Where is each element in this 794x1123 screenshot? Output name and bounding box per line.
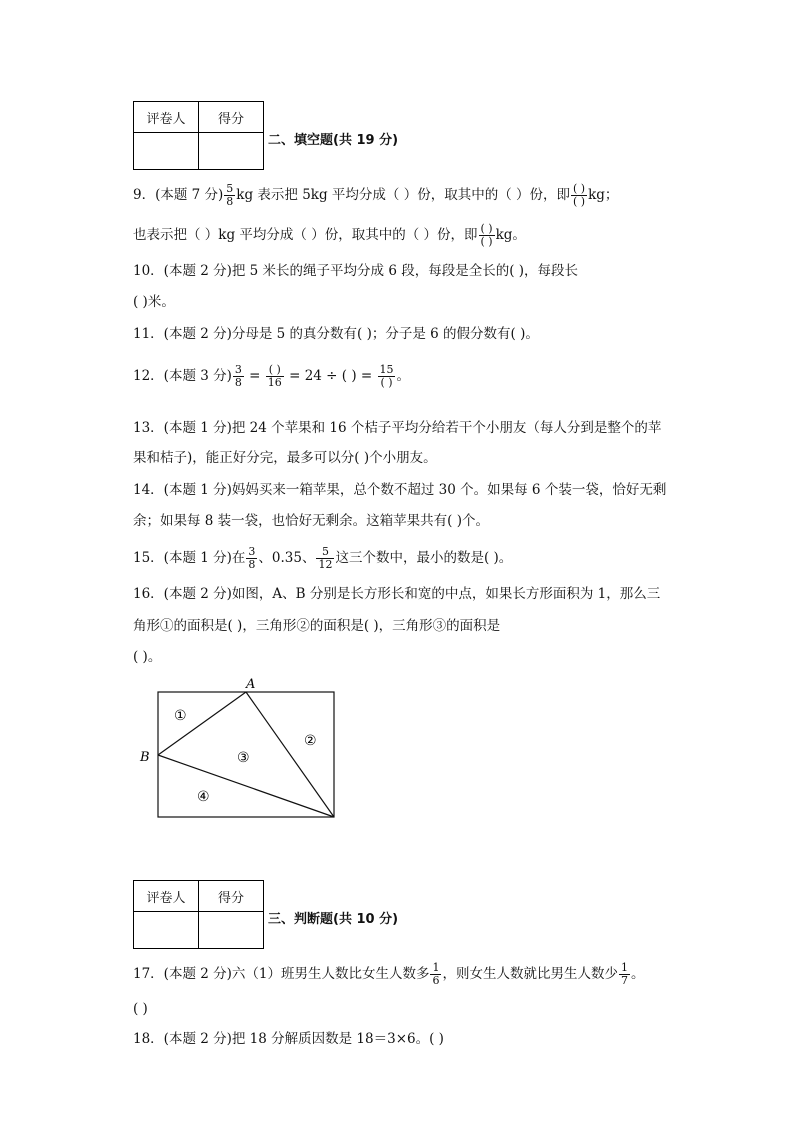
score-cell[interactable] [199,912,264,949]
segment-a-corner [246,692,334,817]
question-16-line2: 角形①的面积是( )，三角形②的面积是( )，三角形③的面积是 [133,618,501,634]
question-14-line2: 余；如果每 8 装一袋，也恰好无剩余。这箱苹果共有( )个。 [133,513,489,529]
grader-header: 评卷人 [134,102,199,133]
score-cell[interactable] [199,133,264,170]
answer-fraction[interactable]: $\frac{( )}{( )}$ [480,222,493,248]
grader-header: 评卷人 [134,881,199,912]
question-17: 17．(本题 2 分)六（1）班男生人数比女生人数多 $\frac{1}{6}$ ，则女生人数就比男生人数少 $\frac{1}{7}$ 。 [133,961,645,987]
question-13-line1: 13．(本题 1 分)把 24 个苹果和 16 个桔子平均分给若干个小朋友（每人分到是整个的苹 [133,420,662,436]
region-1-label: ① [174,708,187,724]
segment-b-a [158,692,246,755]
answer-fraction[interactable]: $\frac{( )}{( )}$ [573,182,586,208]
score-header: 得分 [199,102,264,133]
question-10-line1: 10．(本题 2 分)把 5 米长的绳子平均分成 6 段，每段是全长的( )，每段长 [133,263,579,279]
question-14-line1: 14．(本题 1 分)妈妈买来一箱苹果，总个数不超过 30 个。如果每 6 个装一袋，恰好无剩 [133,482,667,498]
grader-cell[interactable] [134,912,199,949]
question-16-line3: ( )。 [133,649,162,665]
question-15: 15．(本题 1 分)在 $\frac{3}{8}$ 、0.35、 $\frac{5}{12}$ 这三个数中，最小的数是( )。 [133,545,513,571]
rectangle-figure [130,672,350,827]
score-table [133,880,264,949]
region-2-label: ② [304,733,317,749]
fraction: $\frac{3}{8}$ [234,363,242,389]
question-11: 11．(本题 2 分)分母是 5 的真分数有( )；分子是 6 的假分数有( )。 [133,326,539,342]
score-table [133,101,264,170]
fraction: $\frac{5}{12}$ [318,545,333,571]
question-9-line2: 也表示把（ ）kg 平均分成（ ）份，取其中的（ ）份，即 $\frac{( )}{( )}$ kg。 [133,222,526,248]
fraction: $\frac{1}{6}$ [432,961,440,987]
fraction: $\frac{1}{7}$ [620,961,628,987]
region-4-label: ④ [197,789,210,805]
section-title: 三、判断题(共 10 分) [268,912,399,927]
fraction: $\frac{3}{8}$ [248,545,256,571]
question-16-line1: 16．(本题 2 分)如图，A、B 分别是长方形长和宽的中点，如果长方形面积为 1，那么三 [133,586,661,602]
question-13-line2: 果和桔子)，能正好分完，最多可以分( )个小朋友。 [133,450,437,466]
question-9-line1: 9．(本题 7 分) $\frac{5}{8}$ kg 表示把 5kg 平均分成（ ）份，取其中的（ ）份，即 $\frac{( )}{( )}$ kg； [133,182,619,208]
fraction: $\frac{5}{8}$ [226,182,234,208]
score-header: 得分 [199,881,264,912]
label-b: B [140,750,150,765]
question-17-answer[interactable]: ( ) [133,1001,148,1017]
section-title: 二、填空题(共 19 分) [268,133,399,148]
question-12: 12．(本题 3 分) $\frac{3}{8}$ = $\frac{( )}{16}$ = 24 ÷ ( ) = $\frac{15}{( )}$ 。 [133,363,410,389]
grader-cell[interactable] [134,133,199,170]
question-10-line2: ( )米。 [133,294,175,310]
answer-fraction[interactable]: $\frac{15}{( )}$ [379,363,394,389]
region-3-label: ③ [237,750,250,766]
question-18: 18．(本题 2 分)把 18 分解质因数是 18＝3×6。( ) [133,1031,444,1047]
answer-fraction[interactable]: $\frac{( )}{16}$ [267,363,282,389]
label-a: A [246,677,256,692]
